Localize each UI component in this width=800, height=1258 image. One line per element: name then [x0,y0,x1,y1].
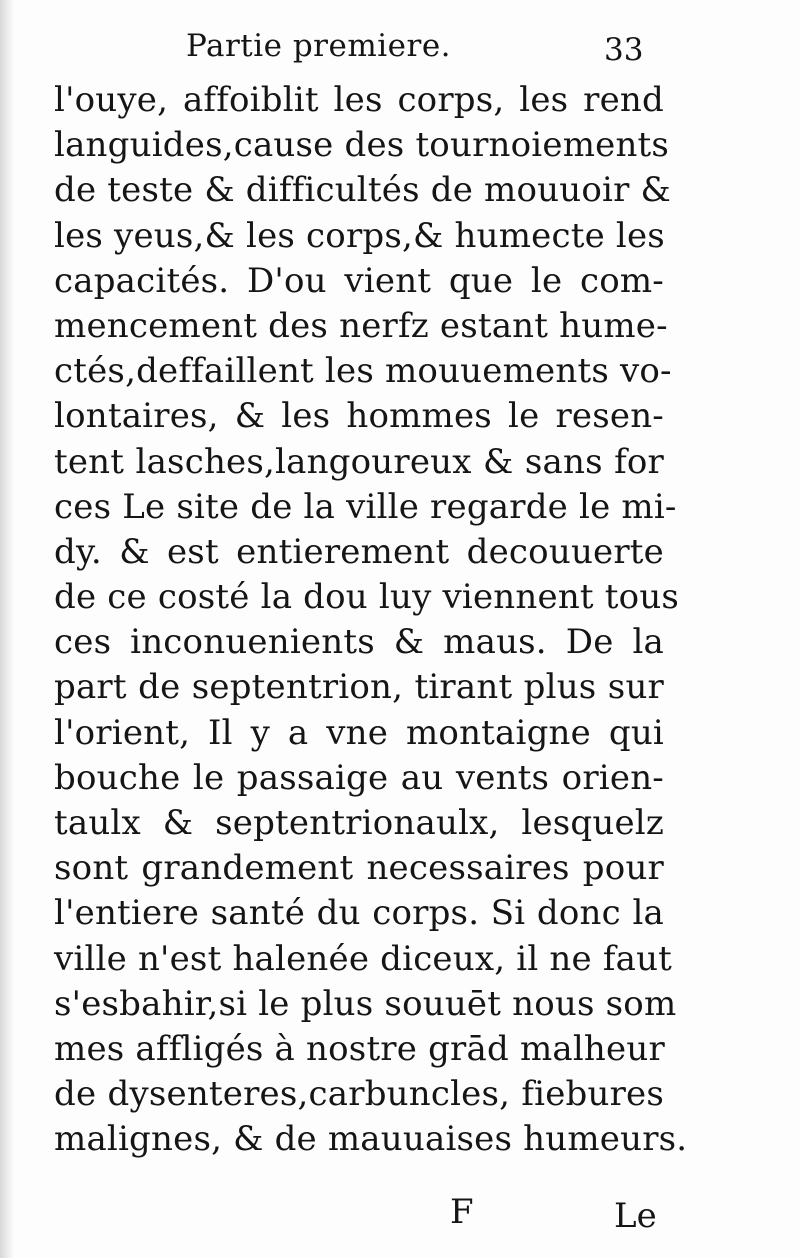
text-line: malignes, & de mauuaises humeurs. [54,1119,688,1160]
text-line: dy. & est entierement decouuerte [54,531,664,572]
text-line: l'orient, Il y a vne montaigne qui [54,712,664,753]
text-line: de dysenteres,carbuncles, fiebures [54,1074,664,1115]
text-line: lontaires, & les hommes le resen- [54,396,664,437]
text-line: taulx & septentrionaulx, lesquelz [54,803,664,843]
body-text [54,78,688,1163]
page-number: 33 [604,32,644,68]
catchword: Le [614,1196,657,1236]
text-line: les yeus,& les corps,& humecte les [54,215,665,256]
text-line: mes affligés à nostre grād malheur [54,1028,665,1069]
text-line: de teste & difficultés de mouuoir & [54,170,671,211]
text-line: ville n'est halenée diceux, il ne faut [54,938,673,979]
running-title: Partie premiere. [186,28,452,64]
signature-mark: F [450,1192,474,1232]
text-line: languides,cause des tournoiements [54,125,670,166]
text-line: bouche le passaige au vents orien- [54,757,664,798]
page-footer [0,1188,800,1238]
text-line: sont grandement necessaires pour [54,848,664,889]
text-line: ctés,deffaillent les mouuements vo- [54,351,672,392]
text-line: l'ouye, affoiblit les corps, les rend [54,80,664,120]
text-line: l'entiere santé du corps. Si donc la [54,893,664,934]
text-line: ces Le site de la ville regarde le mi- [54,486,677,527]
page-gutter-shadow [0,0,14,1258]
text-line: s'esbahir,si le plus souuēt nous som [54,983,677,1024]
text-line: mencement des nerfz estant hume- [54,305,668,346]
text-line: de ce costé la dou luy viennent tous [54,577,680,618]
text-line: tent lasches,langoureux & sans for [54,441,664,482]
page-header [0,22,800,78]
text-line: part de septentrion, tirant plus sur [54,667,664,708]
text-line: capacités. D'ou vient que le com- [54,260,664,301]
text-line: ces inconuenients & maus. De la [54,622,664,663]
